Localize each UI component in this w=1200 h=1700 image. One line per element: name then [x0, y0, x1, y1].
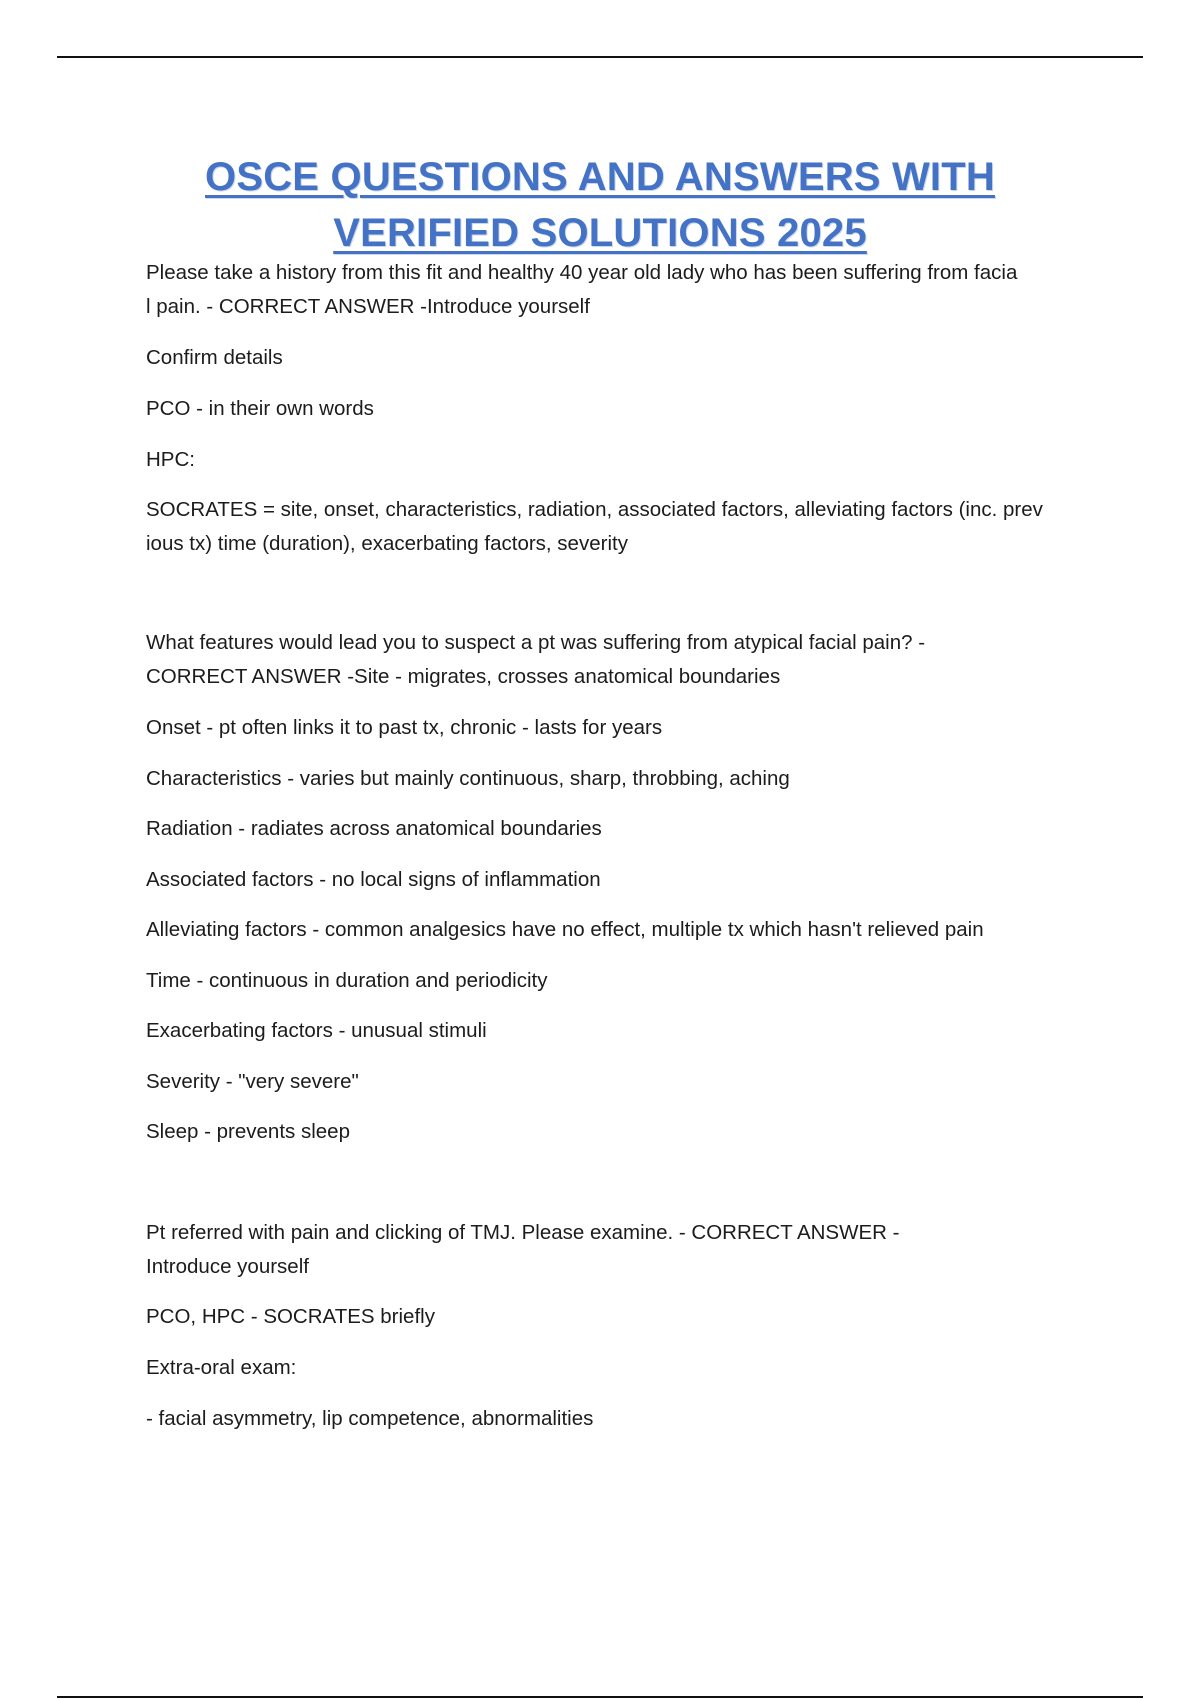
- q2-item-time: Time - continuous in duration and periodicity: [146, 969, 548, 992]
- q2-question: [146, 626, 1106, 694]
- q1-line-1: Please take a history from this fit and healthy 40 year old lady who has been suffering from facia: [146, 261, 1018, 284]
- q1-question: [146, 256, 1106, 324]
- q2-item-onset: Onset - pt often links it to past tx, chronic - lasts for years: [146, 716, 663, 739]
- q1-socrates: [146, 493, 1106, 561]
- q2-item-characteristics: Characteristics - varies but mainly continuous, sharp, throbbing, aching: [146, 767, 790, 790]
- q3-question: [146, 1216, 1106, 1284]
- q3-item-pco-hpc: PCO, HPC - SOCRATES briefly: [146, 1305, 435, 1328]
- q1-socrates-line-2: ious tx) time (duration), exacerbating factors, severity: [146, 532, 628, 555]
- q2-item-severity: Severity - "very severe": [146, 1070, 359, 1093]
- title-line-1: OSCE QUESTIONS AND ANSWERS WITH: [205, 155, 995, 199]
- q3-item-extraoral: Extra-oral exam:: [146, 1356, 297, 1379]
- q3-item-facial: - facial asymmetry, lip competence, abnormalities: [146, 1407, 594, 1430]
- q1-socrates-line-1: SOCRATES = site, onset, characteristics, radiation, associated factors, alleviating factors (inc. prev: [146, 498, 1043, 521]
- header-rule: [57, 56, 1143, 58]
- document-title: [100, 149, 1100, 261]
- q1-hpc: HPC:: [146, 448, 195, 471]
- q2-item-alleviating: Alleviating factors - common analgesics have no effect, multiple tx which hasn't relieved pain: [146, 918, 984, 941]
- q2-item-exacerbating: Exacerbating factors - unusual stimuli: [146, 1019, 487, 1042]
- q1-pco: PCO - in their own words: [146, 397, 374, 420]
- q2-item-associated: Associated factors - no local signs of inflammation: [146, 868, 601, 891]
- q3-line-2: Introduce yourself: [146, 1255, 309, 1278]
- q2-line-1: What features would lead you to suspect a pt was suffering from atypical facial pain? -: [146, 631, 926, 654]
- title-line-2: VERIFIED SOLUTIONS 2025: [333, 211, 867, 255]
- q1-confirm: Confirm details: [146, 346, 283, 369]
- q1-line-2: l pain. - CORRECT ANSWER -Introduce yourself: [146, 295, 590, 318]
- q2-line-2: CORRECT ANSWER -Site - migrates, crosses anatomical boundaries: [146, 665, 781, 688]
- q3-line-1: Pt referred with pain and clicking of TMJ. Please examine. - CORRECT ANSWER -: [146, 1221, 900, 1244]
- footer-rule: [57, 1696, 1143, 1698]
- q2-item-radiation: Radiation - radiates across anatomical boundaries: [146, 817, 602, 840]
- q2-item-sleep: Sleep - prevents sleep: [146, 1120, 350, 1143]
